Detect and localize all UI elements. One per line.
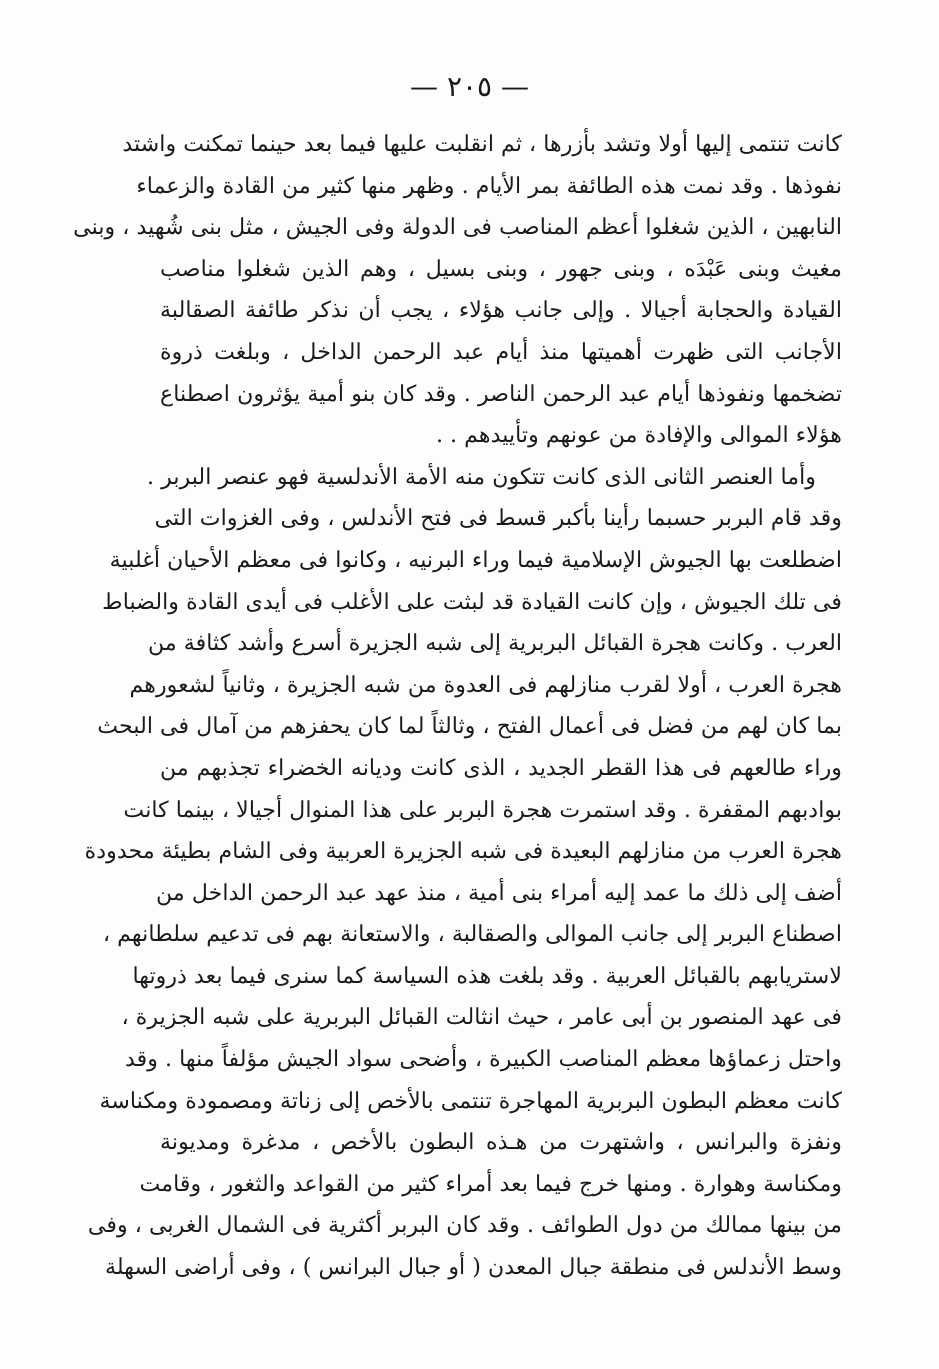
text-line: القيادة والحجابة أجيالا . وإلى جانب هؤلاء ، يجب أن نذكر طائفة الصقالبة <box>160 297 842 324</box>
text-line: هجرة العرب ، أولا لقرب منازلهم فى العدوة من شبه الجزيرة ، وثانياً لشعورهم <box>129 671 842 698</box>
text-line: كانت معظم البطون البربرية المهاجرة تنتمى بالأخص إلى زناتة ومصمودة ومكناسة <box>99 1087 842 1114</box>
text-line: وأما العنصر الثانى الذى كانت تتكون منه الأمة الأندلسية فهو عنصر البربر . <box>146 463 816 490</box>
text-line: ومكناسة وهوارة . ومنها خرج فيما بعد أمراء كثير من القواعد والثغور ، وقامت <box>139 1170 842 1197</box>
text-line: لاستريابهم بالقبائل العربية . وقد بلغت هذه السياسة كما سنرى فيما بعد ذروتها <box>132 962 842 989</box>
text-line: اصطناع البربر إلى جانب الموالى والصقالبة ، والاستعانة بهم فى تدعيم سلطانهم ، <box>102 921 842 948</box>
text-line: واحتل زعماؤها معظم المناصب الكبيرة ، وأضحى سواد الجيش مؤلفاً منها . وقد <box>125 1046 842 1073</box>
text-line: العرب . وكانت هجرة القبائل البربرية إلى شبه الجزيرة أسرع وأشد كثافة من <box>147 630 842 657</box>
text-line: وقد قام البربر حسبما رأينا بأكبر قسط فى فتح الأندلس ، وفى الغزوات التى <box>154 505 842 532</box>
text-line: وسط الأندلس فى منطقة جبال المعدن ( أو جبال البرانس ) ، وفى أراضى السهلة <box>105 1254 842 1281</box>
page-number: — ٢٠٥ — <box>410 70 529 103</box>
text-line: بوادبهم المقفرة . وقد استمرت هجرة البربر على هذا المنوال أجيالا ، بينما كانت <box>123 796 842 823</box>
text-line: هجرة العرب من منازلهم البعيدة فى شبه الجزيرة العربية وفى الشام بطيئة محدودة <box>84 838 842 865</box>
text-line: اضطلعت بها الجيوش الإسلامية فيما وراء البرنيه ، وكانوا فى معظم الأحيان أغلبية <box>109 546 842 573</box>
text-line: بما كان لهم من فضل فى أعمال الفتح ، وثالثاً لما كان يحفزهم من آمال فى البحث <box>97 713 842 740</box>
text-line: فى تلك الجيوش ، وإن كانت القيادة قد لبثت على الأغلب فى أيدى القادة والضباط <box>102 588 842 615</box>
text-line: من بينها ممالك من دول الطوائف . وقد كان البربر أكثرية فى الشمال الغربى ، وفى <box>87 1212 842 1239</box>
text-line: فى عهد المنصور بن أبى عامر ، حيث انثالت القبائل البربرية على شبه الجزيرة ، <box>121 1004 842 1031</box>
body-text <box>73 124 842 1289</box>
text-line: ونفزة والبرانس ، واشتهرت من هـذه البطون بالأخص ، مدغرة ومديونة <box>160 1129 842 1156</box>
text-line: تضخمها ونفوذها أيام عبد الرحمن الناصر . وقد كان بنو أمية يؤثرون اصطناع <box>160 380 842 407</box>
text-line: كانت تنتمى إليها أولا وتشد بأزرها ، ثم انقلبت عليها فيما بعد حينما تمكنت واشتد <box>122 131 842 157</box>
text-line: وراء طالعهم فى هذا القطر الجديد ، الذى كانت وديانه الخضراء تجذبهم من <box>160 754 842 781</box>
text-line: الأجانب التى ظهرت أهميتها منذ أيام عبد الرحمن الداخل ، وبلغت ذروة <box>160 338 842 365</box>
text-line: أضف إلى ذلك ما عمد إليه أمراء بنى أمية ، منذ عهد عبد الرحمن الداخل من <box>156 879 842 906</box>
text-line: نفوذها . وقد نمت هذه الطائفة بمر الأيام . وظهر منها كثير من القادة والزعماء <box>136 172 842 199</box>
text-line: النابهين ، الذين شغلوا أعظم المناصب فى الدولة وفى الجيش ، مثل بنى شُهيد ، وبنى <box>73 214 842 241</box>
text-line: مغيث وبنى عَبْدَه ، وبنى جهور ، وبنى بسيل ، وهم الذين شغلوا مناصب <box>160 255 842 282</box>
text-line: هؤلاء الموالى والإفادة من عونهم وتأييدهم . . <box>435 422 842 449</box>
